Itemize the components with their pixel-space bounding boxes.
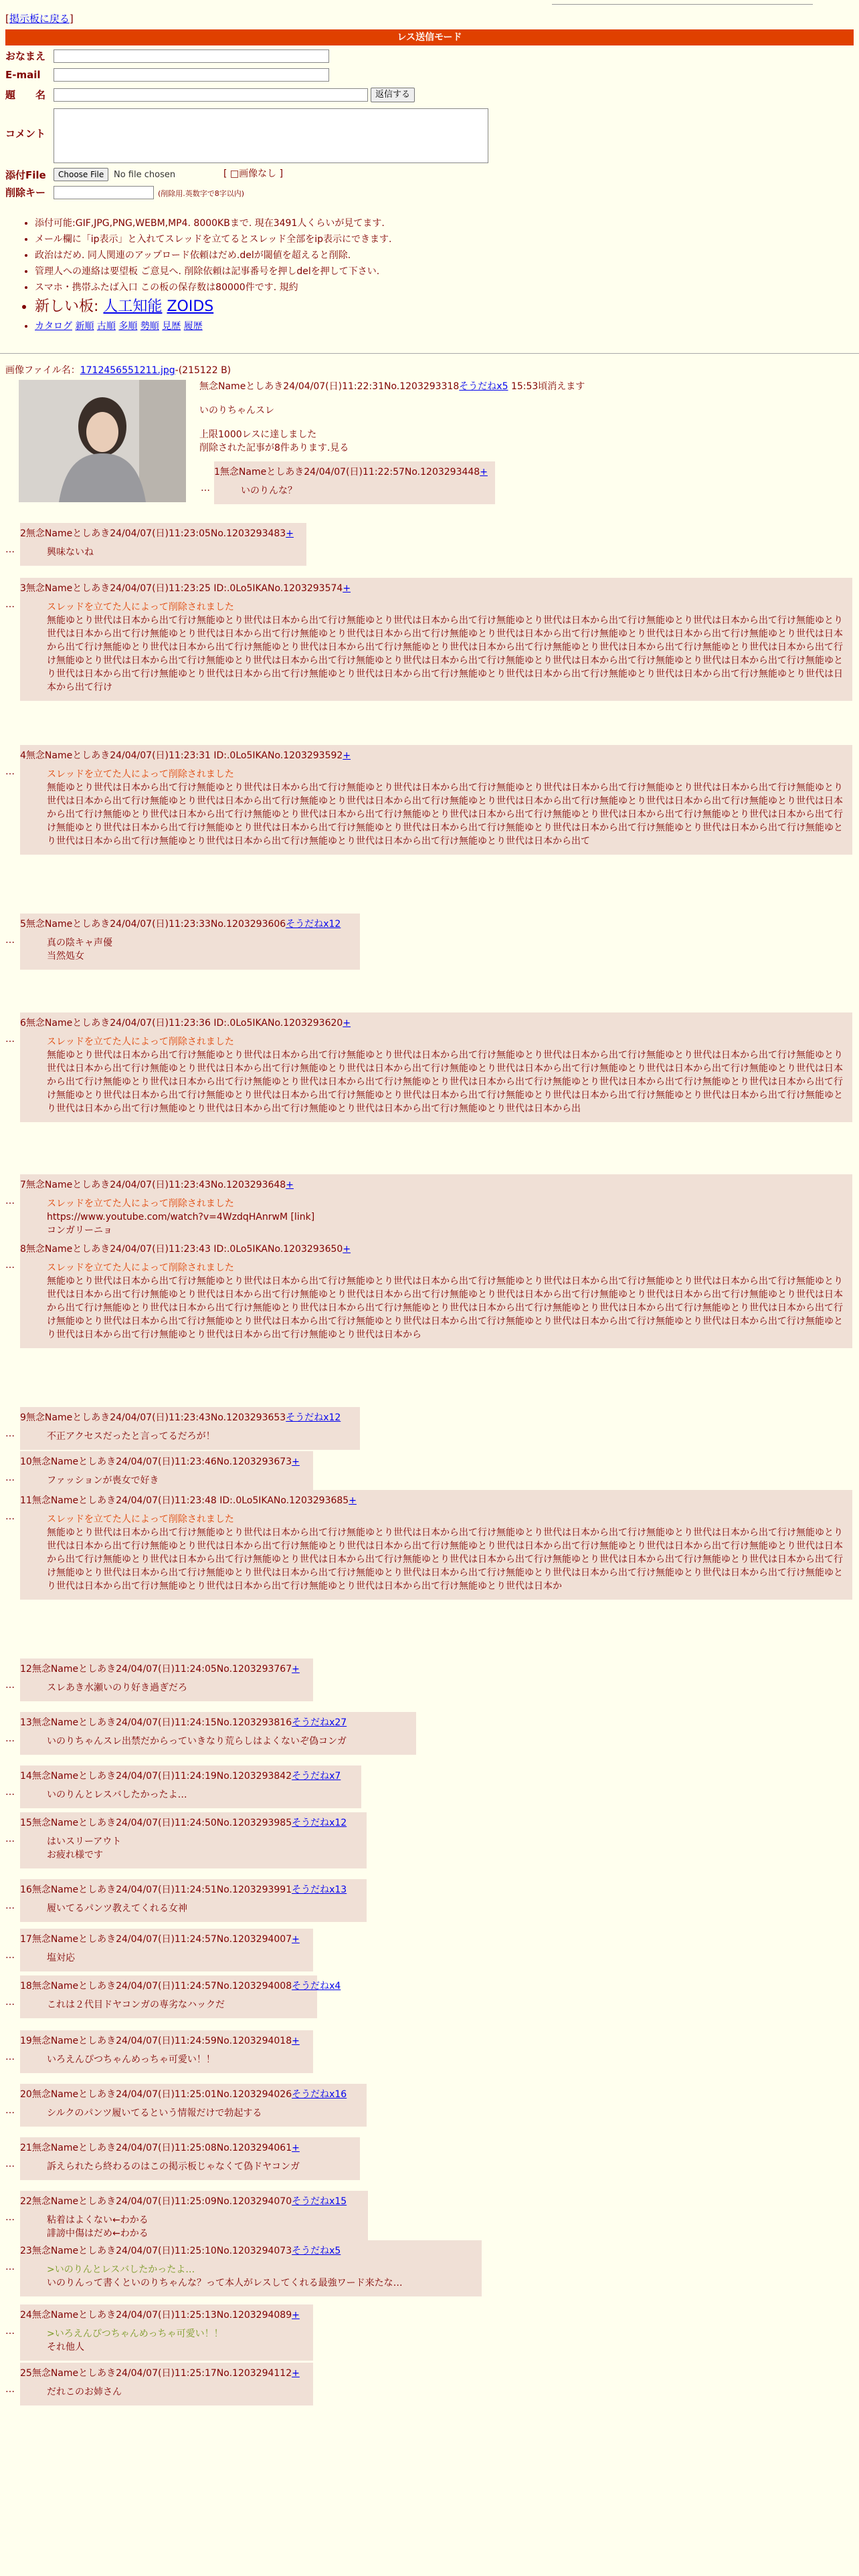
- reply-indent-marker: …: [5, 1997, 15, 2008]
- reply-header-text: 12無念Nameとしあき24/04/07(日)11:24:05No.1203293767: [20, 1664, 292, 1675]
- note-item: • 添付可能:GIF,JPG,PNG,WEBM,MP4. 8000KBまで. 現在3491人くらいが見てます.: [35, 215, 391, 231]
- catalog-link[interactable]: 履歴: [183, 321, 203, 332]
- soudane-link[interactable]: そうだねx7: [292, 1771, 341, 1782]
- soudane-link[interactable]: +: [349, 1495, 357, 1506]
- reply-indent-marker: …: [201, 483, 210, 494]
- reply-post: [20, 2240, 482, 2296]
- reply-post: [20, 2304, 313, 2361]
- reply-line: コンガリーニョ: [47, 1225, 112, 1236]
- reply-header: [20, 749, 846, 762]
- no-image-checkbox[interactable]: [ □画像なし ]: [223, 169, 284, 179]
- soudane-link[interactable]: +: [286, 528, 294, 539]
- reply-header: [20, 527, 300, 540]
- catalog-link[interactable]: 新順: [75, 321, 94, 332]
- reply-body: [47, 2214, 361, 2240]
- reply-indent-marker: …: [5, 2159, 15, 2169]
- reply-indent-marker: …: [5, 1834, 15, 1844]
- image-file-label: 画像ファイル名：: [5, 365, 80, 376]
- reply-post: [214, 461, 495, 504]
- reply-indent-marker: …: [5, 2326, 15, 2337]
- reply-post: [20, 914, 360, 970]
- op-soudane-link[interactable]: そうだねx5: [459, 381, 508, 392]
- reply-header: [20, 582, 846, 595]
- reply-header-text: 21無念Nameとしあき24/04/07(日)11:25:08No.1203294061: [20, 2143, 292, 2153]
- reply-post: [20, 1929, 313, 1971]
- file-label: 添付File: [5, 169, 46, 181]
- soudane-link[interactable]: +: [286, 1180, 294, 1190]
- image-file-link[interactable]: 1712456551211.jpg: [80, 365, 175, 376]
- reply-body: [47, 1902, 360, 1915]
- reply-header: [20, 1816, 360, 1830]
- deleted-notice: スレッドを立てた人によって削除されました: [47, 769, 234, 780]
- reply-line: https://www.youtube.com/watch?v=4WzdqHAnrwM [link]: [47, 1212, 315, 1222]
- soudane-link[interactable]: そうだねx12: [286, 919, 341, 930]
- reply-body: [47, 1430, 353, 1443]
- op-line: 上限1000レスに達しました: [199, 429, 317, 440]
- reply-header-text: 9無念Nameとしあき24/04/07(日)11:23:43No.1203293653: [20, 1412, 286, 1423]
- deleted-notice: スレッドを立てた人によって削除されました: [47, 602, 234, 613]
- reply-body: [47, 1261, 846, 1341]
- reply-body: [47, 546, 300, 559]
- reply-header-text: 3無念Nameとしあき24/04/07(日)11:23:25 ID:.0Lo5IKANo.1203293574: [20, 583, 343, 594]
- reply-body: [47, 1951, 306, 1965]
- catalog-link[interactable]: 見歴: [162, 321, 181, 332]
- reply-post: [20, 1712, 416, 1755]
- reply-line: いのりんって書くといのりちゃんな？って本人がレスしてくれる最強ワード来たな…: [47, 2278, 403, 2288]
- reply-post: [20, 1879, 367, 1922]
- reply-post: [20, 1174, 852, 1244]
- reply-body: [47, 768, 846, 848]
- note-item: • スマホ・携帯ふたば入口 この板の保存数は80000件です. 規約: [35, 280, 391, 296]
- reply-post: [20, 1012, 852, 1122]
- reply-header: [20, 1883, 360, 1897]
- catalog-link[interactable]: カタログ: [35, 321, 72, 332]
- reply-line: 無能ゆとり世代は日本から出て行け無能ゆとり世代は日本から出て行け無能ゆとり世代は日本から出て行け無能ゆとり世代は日本から出て行け無能ゆとり世代は日本から出て行け無能ゆとり世代は日本から出て行け無能ゆとり世代は日本から出て行け無能ゆとり世代は日本から出て行け無能ゆとり世代は日本から出て行け無能ゆとり世代は日本から出て行け無能ゆとり世代は日本から出て行け無能ゆとり世代は日本から出て行け無能ゆとり世代は日本から出て行け無能ゆとり世代は日本から出て行け無能ゆとり世代は日本から出て行け無能ゆとり世代は日本から出て行け無能ゆとり世代は日本から出て行け無能ゆとり世代は日本から出て行け無能ゆとり世代は日本から出て行け無能ゆとり世代は日本から出て行け無能ゆとり世代は日本から出て行け無能ゆとり世代は日本から出て行け無能ゆとり世代は日本から出て行け無能ゆとり世代は日本から出て行け無能ゆとり世代は日本から出て: [47, 782, 843, 847]
- reply-post: [20, 1812, 367, 1868]
- soudane-link[interactable]: そうだねx12: [286, 1412, 341, 1423]
- reply-line: 不正アクセスだったと言ってるだろが！: [47, 1431, 215, 1442]
- file-status: No file chosen: [114, 170, 176, 180]
- catalog-link[interactable]: 多順: [118, 321, 138, 332]
- reply-header-text: 22無念Nameとしあき24/04/07(日)11:25:09No.1203294070: [20, 2196, 292, 2207]
- soudane-link[interactable]: +: [343, 583, 351, 594]
- reply-post: [20, 523, 306, 566]
- reply-form: [5, 48, 500, 202]
- catalog-link[interactable]: 勢順: [140, 321, 159, 332]
- op-line: いのりちゃんスレ: [199, 405, 274, 416]
- reply-header: [20, 1016, 846, 1030]
- reply-body: [47, 2160, 353, 2173]
- reply-header-text: 20無念Nameとしあき24/04/07(日)11:25:01No.1203294026: [20, 2089, 292, 2100]
- reply-line: 訴えられたら終わるのはこの掲示板じゃなくて偽ドヤコンガ: [47, 2161, 300, 2172]
- email-label: E-mail: [5, 69, 41, 81]
- reply-indent-marker: …: [5, 1428, 15, 1439]
- reply-header-text: 15無念Nameとしあき24/04/07(日)11:24:50No.1203293985: [20, 1818, 292, 1828]
- reply-line: 真の陰キャ声優: [47, 938, 112, 948]
- reply-header-text: 23無念Nameとしあき24/04/07(日)11:25:10No.1203294073: [20, 2246, 292, 2256]
- reply-line: これは２代目ドヤコンガの専劣なハックだ: [47, 2000, 225, 2010]
- reply-line: 誹謗中傷はだめ←わかる: [47, 2228, 149, 2239]
- reply-header: [20, 918, 353, 931]
- reply-line: 履いてるパンツ教えてくれる女神: [47, 1903, 187, 1914]
- reply-body: [47, 1035, 846, 1115]
- reply-header: [20, 1933, 306, 1946]
- reply-indent-marker: …: [5, 2052, 15, 2062]
- soudane-link[interactable]: そうだねx27: [292, 1717, 347, 1728]
- reply-header-text: 7無念Nameとしあき24/04/07(日)11:23:43No.1203293648: [20, 1180, 286, 1190]
- reply-header-text: 6無念Nameとしあき24/04/07(日)11:23:36 ID:.0Lo5IKANo.1203293620: [20, 1018, 343, 1029]
- op-post: [199, 380, 585, 455]
- reply-header-text: 4無念Nameとしあき24/04/07(日)11:23:31 ID:.0Lo5IKANo.1203293592: [20, 750, 343, 761]
- reply-header: [20, 2141, 353, 2155]
- reply-header: [214, 465, 488, 479]
- reply-line: はいスリーアウト: [47, 1836, 122, 1847]
- reply-body: [47, 1998, 310, 2012]
- reply-header: [20, 1979, 341, 1993]
- op-line: 削除された記事が8件あります.見る: [199, 443, 349, 453]
- reply-header: [20, 1662, 306, 1676]
- soudane-link[interactable]: そうだねx5: [292, 2246, 341, 2256]
- soudane-link[interactable]: +: [292, 2036, 300, 2046]
- reply-header: [20, 1411, 353, 1424]
- reply-indent-marker: …: [5, 1511, 15, 1522]
- choose-file-button[interactable]: Choose File: [54, 168, 108, 181]
- reply-mode-banner: レス送信モード: [5, 29, 854, 45]
- reply-header-text: 16無念Nameとしあき24/04/07(日)11:24:51No.1203293991: [20, 1885, 292, 1895]
- new-board-label: 新しい板:: [35, 298, 99, 315]
- reply-post: [20, 1975, 341, 2018]
- name-label: おなまえ: [5, 50, 46, 62]
- reply-body: [47, 2107, 360, 2120]
- reply-indent-marker: …: [5, 1950, 15, 1961]
- reply-header-text: 11無念Nameとしあき24/04/07(日)11:23:48 ID:.0Lo5IKANo.1203293685: [20, 1495, 349, 1506]
- reply-indent-marker: …: [5, 1680, 15, 1691]
- reply-line: いのりんな？: [241, 486, 297, 496]
- reply-line: 無能ゆとり世代は日本から出て行け無能ゆとり世代は日本から出て行け無能ゆとり世代は日本から出て行け無能ゆとり世代は日本から出て行け無能ゆとり世代は日本から出て行け無能ゆとり世代は日本から出て行け無能ゆとり世代は日本から出て行け無能ゆとり世代は日本から出て行け無能ゆとり世代は日本から出て行け無能ゆとり世代は日本から出て行け無能ゆとり世代は日本から出て行け無能ゆとり世代は日本から出て行け無能ゆとり世代は日本から出て行け無能ゆとり世代は日本から出て行け無能ゆとり世代は日本から出て行け無能ゆとり世代は日本から出て行け無能ゆとり世代は日本から出て行け無能ゆとり世代は日本から出て行け無能ゆとり世代は日本から出て行け無能ゆとり世代は日本から出て行け無能ゆとり世代は日本から出て行け無能ゆとり世代は日本から出て行け無能ゆとり世代は日本から出て行け無能ゆとり世代は日本から: [47, 1276, 843, 1340]
- reply-header-text: 8無念Nameとしあき24/04/07(日)11:23:43 ID:.0Lo5IKANo.1203293650: [20, 1244, 343, 1255]
- soudane-link[interactable]: +: [343, 750, 351, 761]
- subject-input[interactable]: [54, 88, 368, 102]
- reply-post: [20, 1765, 361, 1808]
- reply-post: [20, 1407, 360, 1450]
- reply-body: [47, 1681, 306, 1695]
- note-item: • メール欄に「ip表示」と入れてスレッドを立てるとスレッド全部をip表示にできます.: [35, 231, 391, 247]
- catalog-links: [35, 318, 391, 334]
- op-header: 無念Nameとしあき24/04/07(日)11:22:31No.1203293318そうだねx5 15:53頃消えます: [199, 381, 585, 392]
- reply-body: [47, 1735, 409, 1748]
- image-file-info: 画像ファイル名：1712456551211.jpg-(215122 B): [5, 365, 231, 376]
- reply-body: [47, 1788, 355, 1802]
- reply-line: 当然処女: [47, 951, 84, 962]
- soudane-link[interactable]: +: [292, 2310, 300, 2321]
- reply-header: [20, 2244, 475, 2258]
- delkey-label: 削除キー: [5, 187, 46, 199]
- reply-header: [20, 2088, 360, 2101]
- reply-header: [20, 1769, 355, 1783]
- reply-indent-marker: …: [5, 2212, 15, 2223]
- reply-line: いろえんぴつちゃんめっちゃ可愛い！！: [47, 2054, 215, 2065]
- note-item: • 政治はだめ. 同人関連のアップロード依頼はだめ.delが閾値を超えると削除.: [35, 247, 391, 263]
- new-board-link[interactable]: 人工知能: [103, 298, 163, 315]
- soudane-link[interactable]: +: [480, 467, 488, 477]
- soudane-link[interactable]: +: [292, 2143, 300, 2153]
- reply-body: [47, 2053, 306, 2066]
- thread-divider: [0, 353, 859, 354]
- reply-indent-marker: …: [5, 935, 15, 946]
- reply-header-text: 5無念Nameとしあき24/04/07(日)11:23:33No.1203293606: [20, 919, 286, 930]
- reply-line: ファッションが喪女で好き: [47, 1475, 159, 1486]
- reply-header: [20, 1455, 306, 1469]
- soudane-link[interactable]: +: [292, 1457, 300, 1467]
- deleted-notice: スレッドを立てた人によって削除されました: [47, 1263, 234, 1273]
- soudane-link[interactable]: そうだねx15: [292, 2196, 347, 2207]
- image-file-size: (215122 B): [178, 365, 231, 376]
- op-expire: 15:53頃消えます: [510, 381, 585, 392]
- reply-indent-marker: …: [5, 766, 15, 777]
- reply-line: 粘着はよくない←わかる: [47, 2215, 149, 2226]
- reply-line: 無能ゆとり世代は日本から出て行け無能ゆとり世代は日本から出て行け無能ゆとり世代は日本から出て行け無能ゆとり世代は日本から出て行け無能ゆとり世代は日本から出て行け無能ゆとり世代は日本から出て行け無能ゆとり世代は日本から出て行け無能ゆとり世代は日本から出て行け無能ゆとり世代は日本から出て行け無能ゆとり世代は日本から出て行け無能ゆとり世代は日本から出て行け無能ゆとり世代は日本から出て行け無能ゆとり世代は日本から出て行け無能ゆとり世代は日本から出て行け無能ゆとり世代は日本から出て行け無能ゆとり世代は日本から出て行け無能ゆとり世代は日本から出て行け無能ゆとり世代は日本から出て行け無能ゆとり世代は日本から出て行け無能ゆとり世代は日本から出て行け無能ゆとり世代は日本から出て行け無能ゆとり世代は日本から出て行け無能ゆとり世代は日本から出て行け無能ゆとり世代は日本から出て行け無能ゆとり世代は日本から出: [47, 1050, 843, 1114]
- soudane-link[interactable]: そうだねx12: [292, 1818, 347, 1828]
- reply-header: [20, 1178, 846, 1192]
- reply-body: [47, 601, 846, 694]
- reply-line: 興味ないね: [47, 547, 94, 558]
- reply-post: [20, 2137, 360, 2180]
- reply-line: シルクのパンツ履いてるという情報だけで勃起する: [47, 2108, 262, 2119]
- reply-post: [20, 578, 852, 701]
- person-photo-icon: [19, 380, 186, 502]
- new-board-item: [35, 296, 391, 318]
- reply-indent-marker: …: [5, 2384, 15, 2395]
- reply-header: [20, 1716, 409, 1729]
- reply-post: [20, 1490, 852, 1600]
- submit-button[interactable]: 返信する: [371, 88, 415, 102]
- reply-header-text: 13無念Nameとしあき24/04/07(日)11:24:15No.1203293816: [20, 1717, 292, 1728]
- reply-header: [20, 2195, 361, 2208]
- reply-line: いのりんとレスバしたかったよ…: [47, 1790, 187, 1800]
- reply-header: [20, 2034, 306, 2048]
- comment-label: コメント: [5, 128, 46, 140]
- reply-post: [20, 2191, 368, 2247]
- delkey-input[interactable]: [54, 186, 154, 199]
- reply-header: [20, 1494, 846, 1507]
- reply-body: [47, 1835, 360, 1862]
- reply-line: >いろえんぴつちゃんめっちゃ可愛い！！: [47, 2329, 223, 2339]
- reply-indent-marker: …: [5, 1260, 15, 1271]
- subject-label: 題 名: [5, 89, 46, 101]
- reply-post: [20, 2363, 313, 2405]
- reply-post: [20, 745, 852, 855]
- soudane-link[interactable]: +: [343, 1018, 351, 1029]
- reply-indent-marker: …: [5, 1034, 15, 1045]
- name-input[interactable]: [54, 49, 329, 63]
- soudane-link[interactable]: +: [343, 1244, 351, 1255]
- reply-line: それ他人: [47, 2342, 84, 2353]
- reply-body: [47, 1474, 306, 1487]
- email-input[interactable]: [54, 68, 329, 82]
- soudane-link[interactable]: +: [292, 2368, 300, 2379]
- reply-body: [47, 2385, 306, 2399]
- soudane-link[interactable]: そうだねx13: [292, 1885, 347, 1895]
- back-link-text[interactable]: 掲示板に戻る: [9, 13, 70, 25]
- soudane-link[interactable]: そうだねx16: [292, 2089, 347, 2100]
- soudane-link[interactable]: そうだねx4: [292, 1981, 341, 1992]
- thread-image-thumbnail[interactable]: [19, 380, 186, 502]
- reply-body: [47, 936, 353, 963]
- reply-indent-marker: …: [5, 1196, 15, 1206]
- reply-header: [20, 1243, 846, 1256]
- note-item: • 管理人への連絡は要望板 ご意見へ. 削除依頼は記事番号を押しdelを押して下さい.: [35, 263, 391, 280]
- reply-post: [20, 1451, 313, 1494]
- reply-post: [20, 1658, 313, 1701]
- reply-indent-marker: …: [5, 2262, 15, 2272]
- new-board-link[interactable]: ZOIDS: [167, 298, 214, 315]
- reply-line: だれこのお姉さん: [47, 2387, 122, 2397]
- reply-header-text: 24無念Nameとしあき24/04/07(日)11:25:13No.1203294089: [20, 2310, 292, 2321]
- reply-line: 無能ゆとり世代は日本から出て行け無能ゆとり世代は日本から出て行け無能ゆとり世代は日本から出て行け無能ゆとり世代は日本から出て行け無能ゆとり世代は日本から出て行け無能ゆとり世代は日本から出て行け無能ゆとり世代は日本から出て行け無能ゆとり世代は日本から出て行け無能ゆとり世代は日本から出て行け無能ゆとり世代は日本から出て行け無能ゆとり世代は日本から出て行け無能ゆとり世代は日本から出て行け無能ゆとり世代は日本から出て行け無能ゆとり世代は日本から出て行け無能ゆとり世代は日本から出て行け無能ゆとり世代は日本から出て行け無能ゆとり世代は日本から出て行け無能ゆとり世代は日本から出て行け無能ゆとり世代は日本から出て行け無能ゆとり世代は日本から出て行け無能ゆとり世代は日本から出て行け無能ゆとり世代は日本から出て行け無能ゆとり世代は日本から出て行け無能ゆとり世代は日本から出て行け無能ゆとり世代は日本から出て行け無能ゆとり世代は日本から出て行け無能ゆとり世代は日本から出て行け: [47, 615, 843, 693]
- deleted-notice: スレッドを立てた人によって削除されました: [47, 1037, 234, 1047]
- reply-line: >いのりんとレスバしたかったよ…: [47, 2264, 195, 2275]
- reply-post: [20, 2084, 367, 2127]
- soudane-link[interactable]: +: [292, 1664, 300, 1675]
- board-notes: [20, 215, 391, 334]
- deleted-notice: スレッドを立てた人によって削除されました: [47, 1198, 234, 1209]
- reply-body: [241, 484, 488, 498]
- comment-textarea[interactable]: [54, 108, 488, 163]
- reply-body: [47, 1513, 846, 1593]
- reply-header-text: 18無念Nameとしあき24/04/07(日)11:24:57No.1203294008: [20, 1981, 292, 1992]
- reply-body: [47, 2263, 475, 2290]
- reply-header-text: 10無念Nameとしあき24/04/07(日)11:23:46No.1203293673: [20, 1457, 292, 1467]
- reply-body: [47, 2327, 306, 2354]
- deleted-notice: スレッドを立てた人によって削除されました: [47, 1514, 234, 1525]
- reply-header-text: 14無念Nameとしあき24/04/07(日)11:24:19No.1203293842: [20, 1771, 292, 1782]
- reply-post: [20, 1239, 852, 1348]
- reply-body: [47, 1197, 846, 1237]
- reply-line: いのりちゃんスレ出禁だからっていきなり荒らしはよくないぞ偽コンガ: [47, 1736, 347, 1747]
- reply-header-text: 25無念Nameとしあき24/04/07(日)11:25:17No.1203294112: [20, 2368, 292, 2379]
- reply-indent-marker: …: [5, 1901, 15, 1911]
- reply-header-text: 17無念Nameとしあき24/04/07(日)11:24:57No.1203294007: [20, 1934, 292, 1945]
- delkey-hint: (削除用.英数字で8字以内): [158, 189, 245, 198]
- reply-line: 塩対応: [47, 1953, 75, 1963]
- reply-indent-marker: …: [5, 1473, 15, 1483]
- reply-header-text: 19無念Nameとしあき24/04/07(日)11:24:59No.1203294018: [20, 2036, 292, 2046]
- reply-line: スレあき水瀬いのり好き過ぎだろ: [47, 1683, 187, 1693]
- reply-indent-marker: …: [5, 1787, 15, 1798]
- reply-indent-marker: …: [5, 2105, 15, 2116]
- reply-post: [20, 2030, 313, 2073]
- reply-header: [20, 2309, 306, 2322]
- top-divider: [552, 4, 813, 5]
- soudane-link[interactable]: +: [292, 1934, 300, 1945]
- catalog-link[interactable]: 古順: [96, 321, 116, 332]
- reply-indent-marker: …: [5, 1733, 15, 1744]
- reply-header-text: 1無念Nameとしあき24/04/07(日)11:22:57No.1203293448: [214, 467, 480, 477]
- reply-indent-marker: …: [5, 599, 15, 610]
- reply-line: 無能ゆとり世代は日本から出て行け無能ゆとり世代は日本から出て行け無能ゆとり世代は日本から出て行け無能ゆとり世代は日本から出て行け無能ゆとり世代は日本から出て行け無能ゆとり世代は日本から出て行け無能ゆとり世代は日本から出て行け無能ゆとり世代は日本から出て行け無能ゆとり世代は日本から出て行け無能ゆとり世代は日本から出て行け無能ゆとり世代は日本から出て行け無能ゆとり世代は日本から出て行け無能ゆとり世代は日本から出て行け無能ゆとり世代は日本から出て行け無能ゆとり世代は日本から出て行け無能ゆとり世代は日本から出て行け無能ゆとり世代は日本から出て行け無能ゆとり世代は日本から出て行け無能ゆとり世代は日本から出て行け無能ゆとり世代は日本から出て行け無能ゆとり世代は日本から出て行け無能ゆとり世代は日本から出て行け無能ゆとり世代は日本から出て行け無能ゆとり世代は日本から出て行け無能ゆとり世代は日本か: [47, 1527, 843, 1592]
- reply-header-text: 2無念Nameとしあき24/04/07(日)11:23:05No.1203293483: [20, 528, 286, 539]
- reply-indent-marker: …: [5, 544, 15, 555]
- back-to-board-link[interactable]: [掲示板に戻る]: [5, 13, 74, 25]
- reply-header: [20, 2367, 306, 2380]
- reply-line: お疲れ様です: [47, 1850, 103, 1860]
